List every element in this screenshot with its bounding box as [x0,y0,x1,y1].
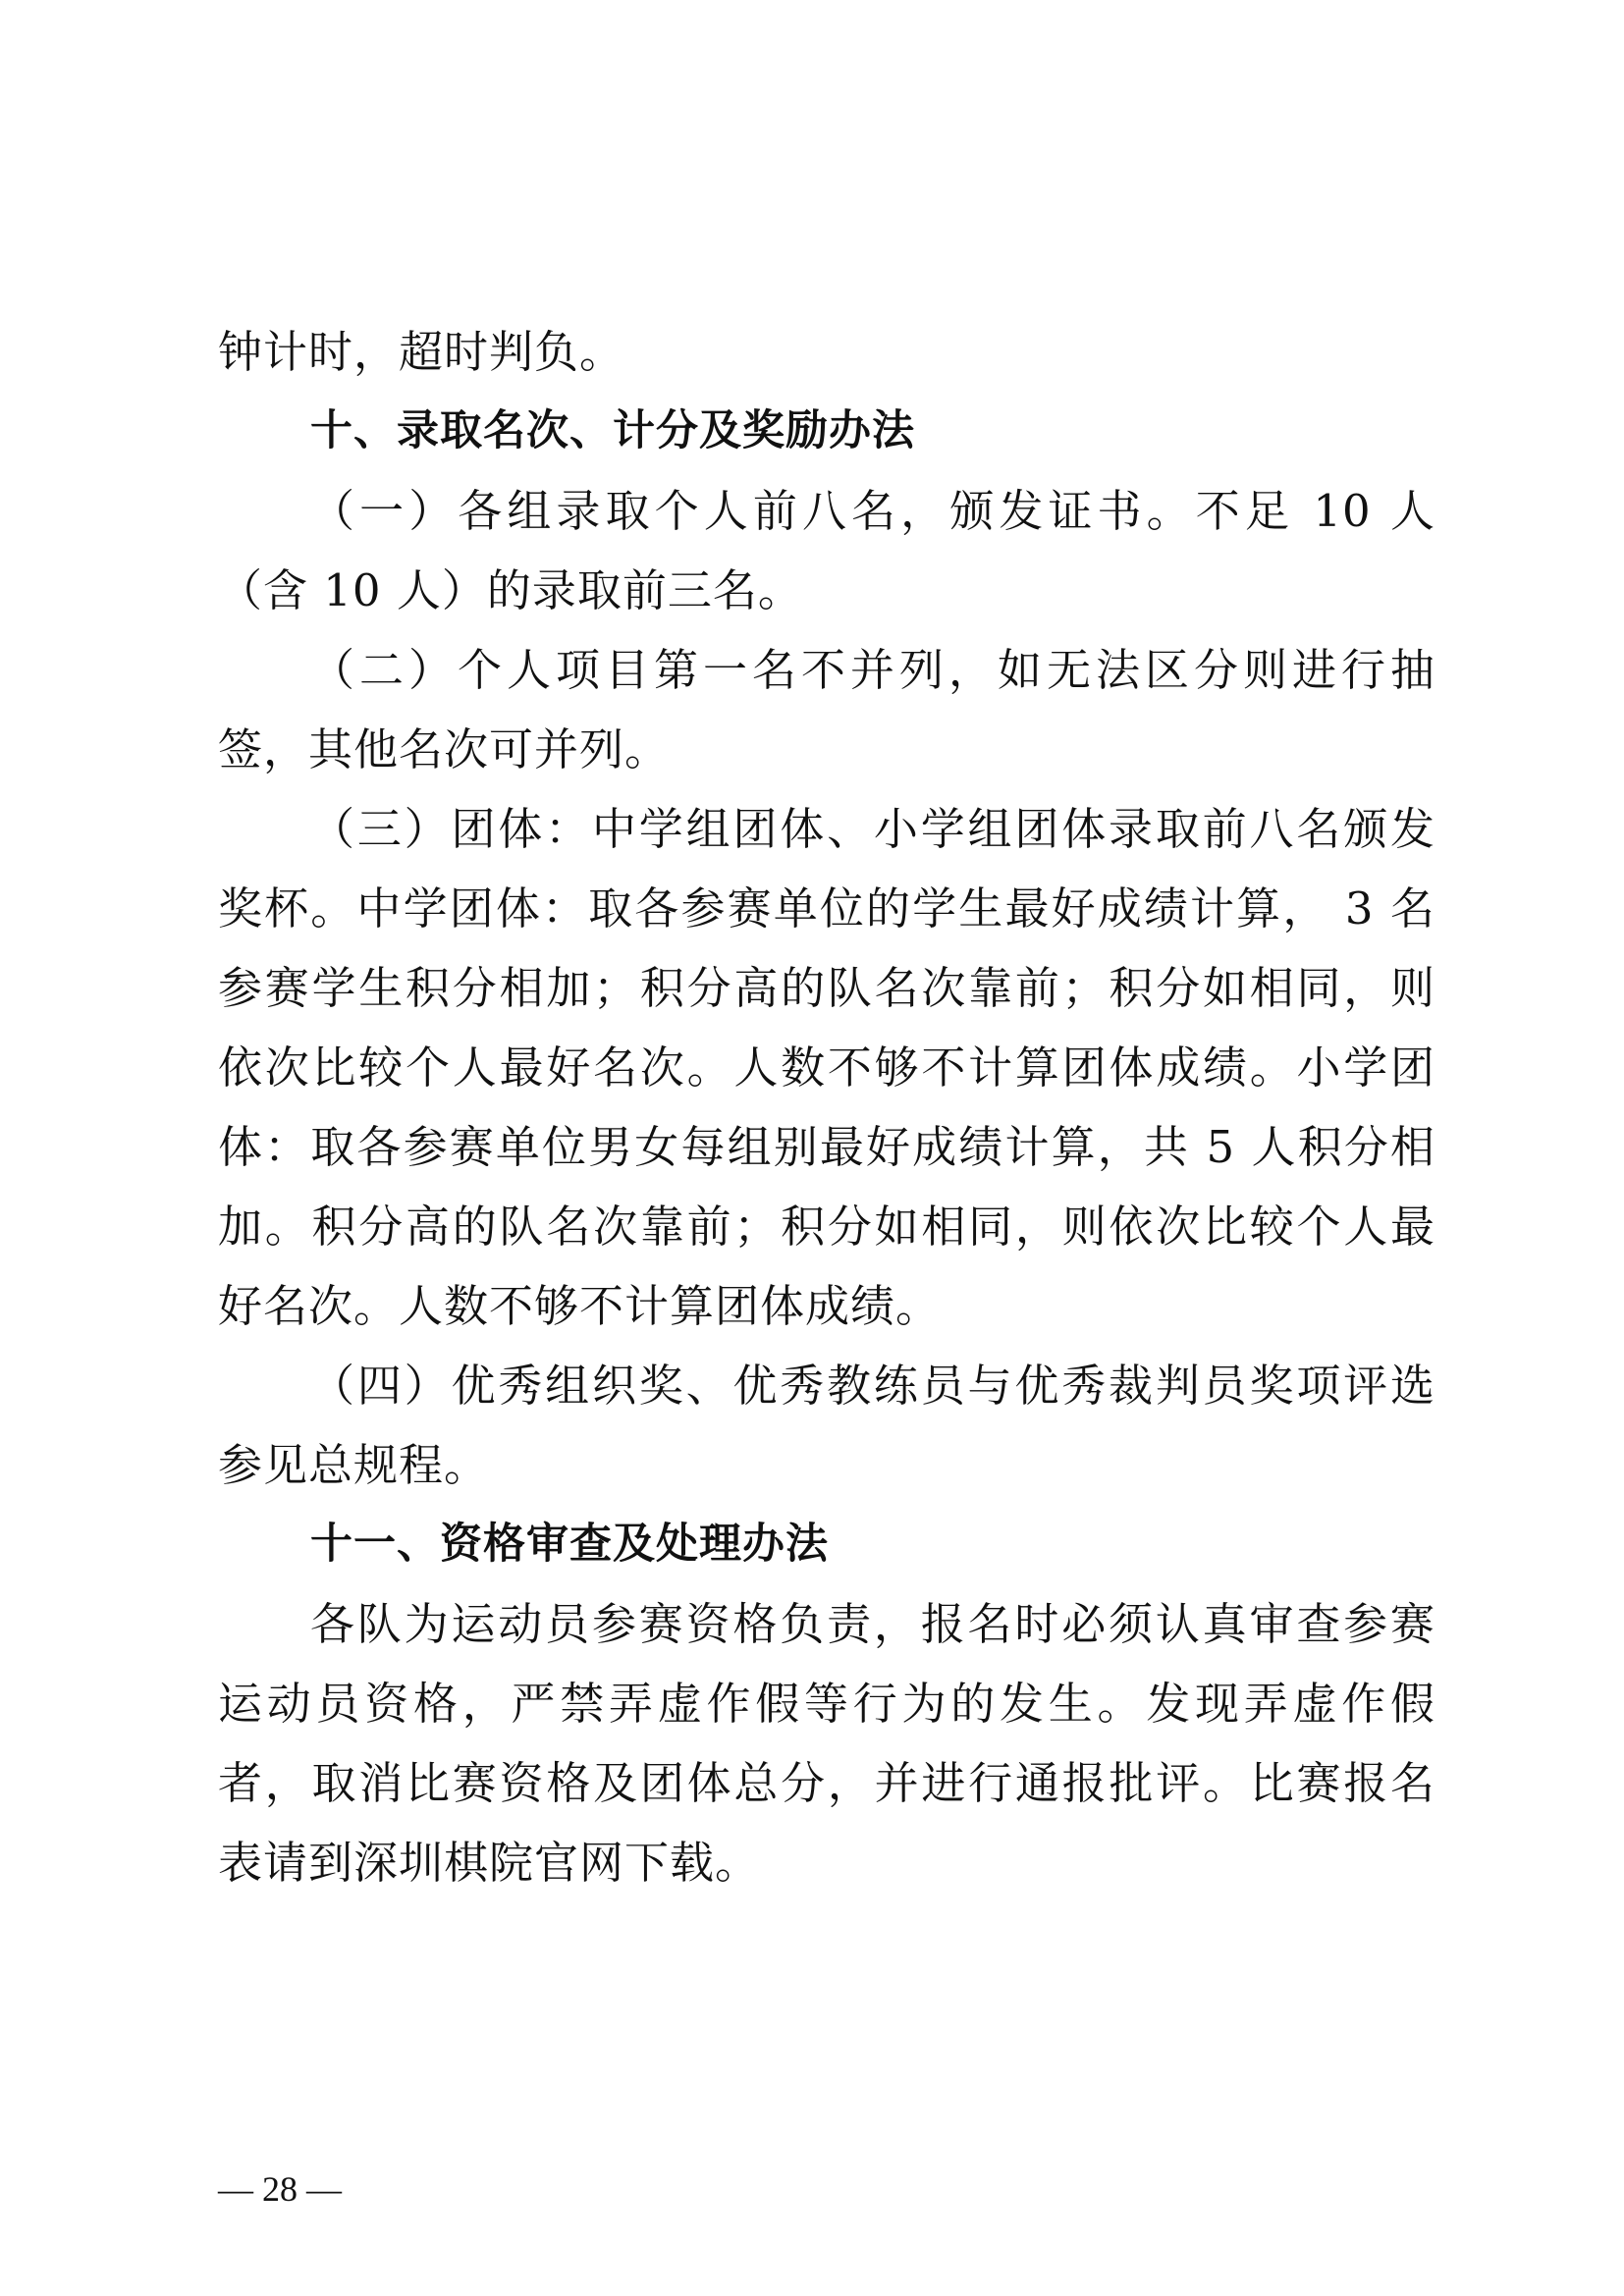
paragraph-10-3: （三）团体：中学组团体、小学组团体录取前八名颁发奖杯。中学团体：取各参赛单位的学生最好成绩计算， 3 名参赛学生积分相加；积分高的队名次靠前；积分如相同，则依次比较个人最好名次。人数不够不计算团体成绩。小学团体：取各参赛单位男女每组别最好成绩计算，共 5 人积分相加。积分高的队名次靠前；积分如相同，则依次比较个人最好名次。人数不够不计算团体成绩。 [218,803,1435,1332]
section-heading-10: 十、录取名次、计分及奖励办法 [310,406,915,455]
continued-paragraph: 钟计时，超时判负。 [218,326,625,378]
document-body [218,312,1435,1902]
paragraph-10-2: （二）个人项目第一名不并列，如无法区分则进行抽签，其他名次可并列。 [218,644,1435,775]
paragraph-10-4: （四）优秀组织奖、优秀教练员与优秀裁判员奖项评选参见总规程。 [218,1360,1435,1491]
section-heading-11: 十一、资格审查及处理办法 [310,1520,829,1569]
paragraph-11-1: 各队为运动员参赛资格负责，报名时必须认真审查参赛运动员资格，严禁弄虚作假等行为的发生。发现弄虚作假者，取消比赛资格及团体总分，并进行通报批评。比赛报名表请到深圳棋院官网下载。 [218,1598,1435,1889]
paragraph-10-1: （一）各组录取个人前八名，颁发证书。不足 10 人（含 10 人）的录取前三名。 [218,485,1435,616]
page-number: — 28 — [218,2169,342,2209]
